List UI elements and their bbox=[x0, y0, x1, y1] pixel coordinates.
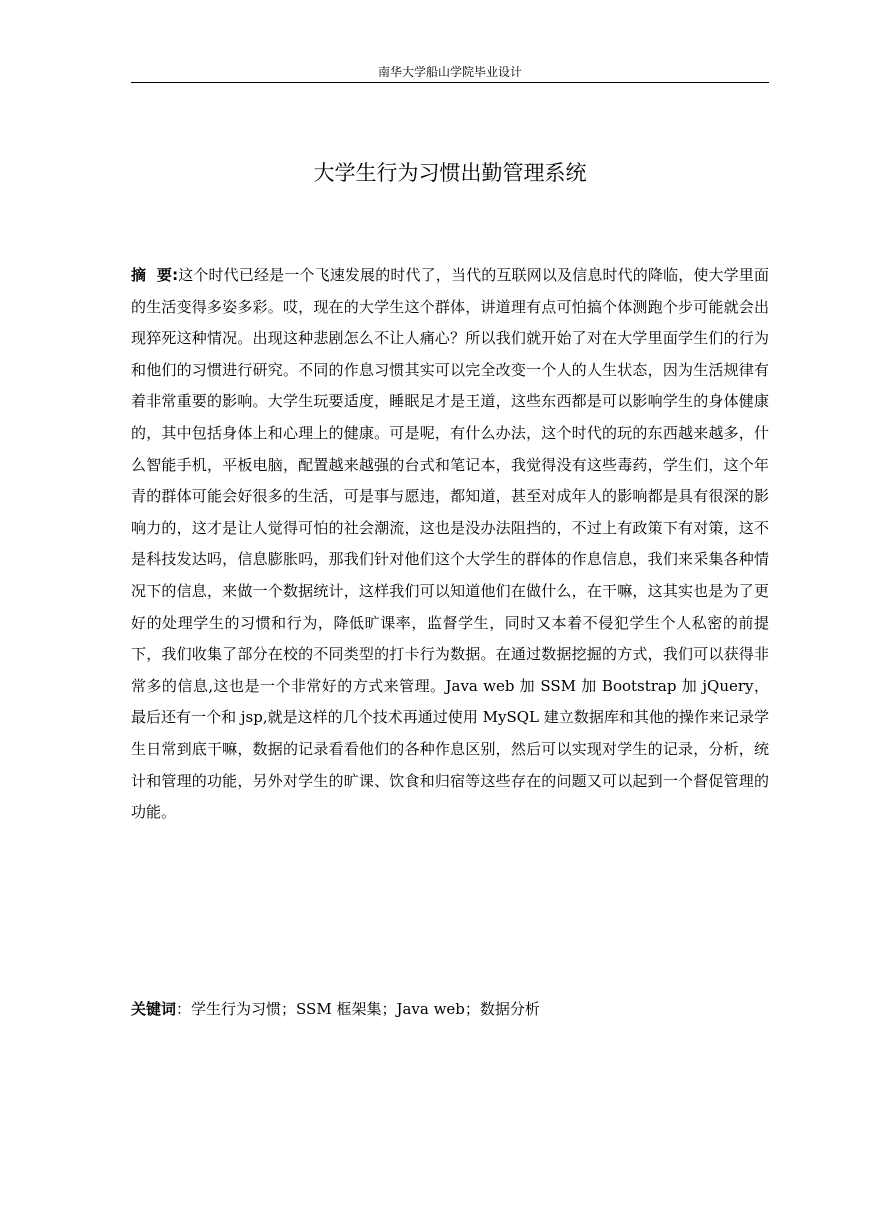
keywords-line bbox=[131, 994, 769, 1025]
abstract-colon: : bbox=[172, 266, 179, 284]
keywords-colon: ： bbox=[176, 1000, 192, 1018]
abstract-label: 摘 要 bbox=[131, 266, 173, 284]
keywords-text: 学生行为习惯；SSM 框架集；Java web；数据分析 bbox=[191, 1000, 540, 1018]
keywords-label: 关键词 bbox=[131, 1000, 177, 1018]
abstract-text: 这个时代已经是一个飞速发展的时代了，当代的互联网以及信息时代的降临，使大学里面的生活变得多姿多彩。哎，现在的大学生这个群体，讲道理有点可怕搞个体测跑个步可能就会出现猝死这种情况。出现这种悲剧怎么不让人痛心？所以我们就开始了对在大学里面学生们的行为和他们的习惯进行研究。不同的作息习惯其实可以完全改变一个人的人生状态，因为生活规律有着非常重要的影响。大学生玩要适度，睡眠足才是王道，这些东西都是可以影响学生的身体健康的，其中包括身体上和心理上的健康。可是呢，有什么办法，这个时代的玩的东西越来越多，什么智能手机，平板电脑，配置越来越强的台式和笔记本，我觉得没有这些毒药，学生们，这个年青的群体可能会好很多的生活，可是事与愿违，都知道，甚至对成年人的影响都是具有很深的影响力的，这才是让人觉得可怕的社会潮流，这也是没办法阻挡的，不过上有政策下有对策，这不是科技发达吗，信息膨胀吗，那我们针对他们这个大学生的群体的作息信息，我们来采集各种情况下的信息，来做一个数据统计，这样我们可以知道他们在做什么，在干嘛，这其实也是为了更好的处理学生的习惯和行为，降低旷课率，监督学生，同时又本着不侵犯学生个人私密的前提下，我们收集了部分在校的不同类型的打卡行为数据。在通过数据挖掘的方式，我们可以获得非常多的信息,这也是一个非常好的方式来管理。Java web 加 SSM 加 Bootstrap 加 jQuery，最后还有一个和 jsp,就是这样的几个技术再通过使用 MySQL 建立数据库和其他的操作来记录学生日常到底干嘛，数据的记录看看他们的各种作息区别，然后可以实现对学生的记录，分析，统计和管理的功能，另外对学生的旷课、饮食和归宿等这些存在的问题又可以起到一个督促管理的功能。 bbox=[131, 266, 769, 822]
abstract-paragraph bbox=[131, 260, 769, 829]
document-title: 大学生行为习惯出勤管理系统 bbox=[313, 161, 587, 185]
header-divider bbox=[131, 82, 769, 83]
page-header: 南华大学船山学院毕业设计 bbox=[377, 65, 522, 79]
